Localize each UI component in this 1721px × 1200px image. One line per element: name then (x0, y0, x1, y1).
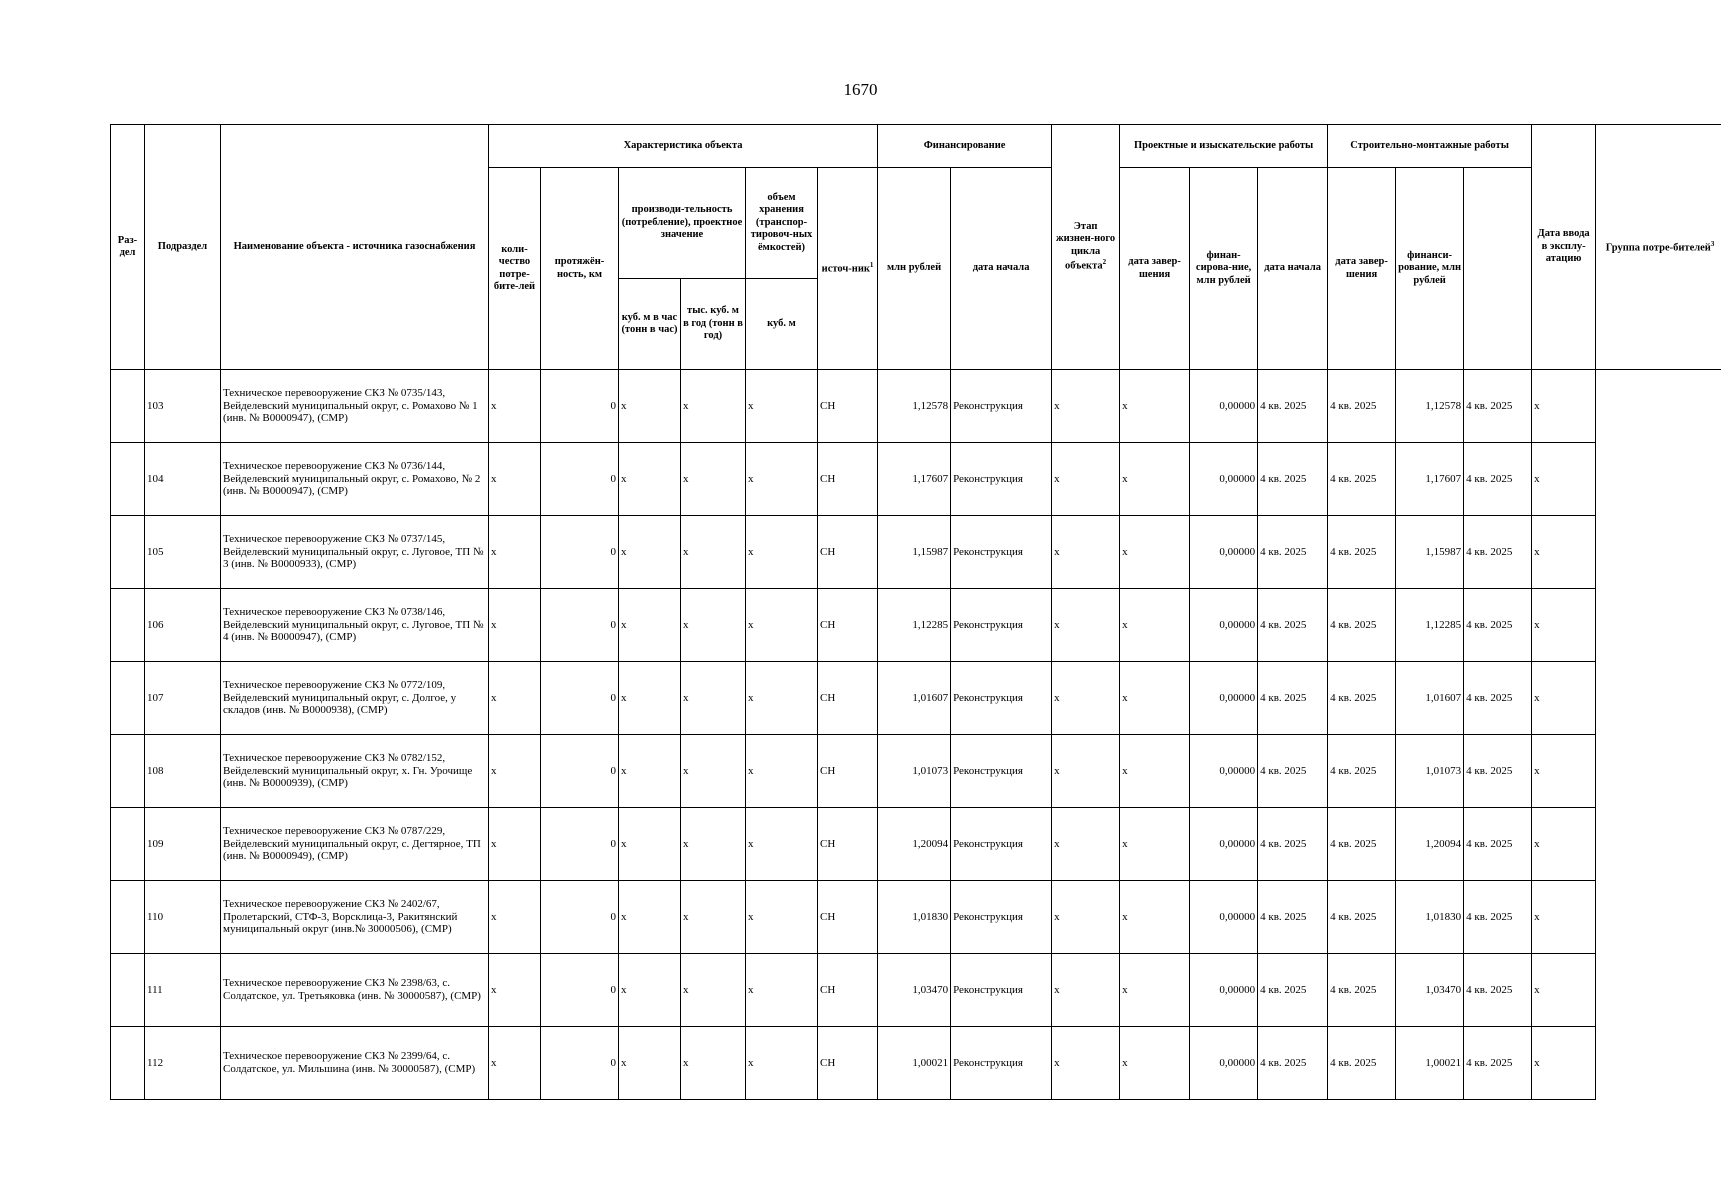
header-productivity: производи-тельность (потребление), проектное значение (619, 168, 746, 279)
construction-start-cell: 4 кв. 2025 (1258, 516, 1328, 589)
source-cell: СН (818, 735, 878, 808)
project-start-cell: х (1052, 443, 1120, 516)
object-name-cell: Техническое перевооружение СКЗ № 0787/229, Вейделевский муниципальный округ, с. Дегтярное, ТП (инв. № В0000949), (СМР) (221, 808, 489, 881)
project-financing-cell: 0,00000 (1190, 881, 1258, 954)
header-razdel: Раз- дел (111, 125, 145, 370)
source-cell: СН (818, 1027, 878, 1100)
header-podrazdel: Подраздел (145, 125, 221, 370)
cub-hour-cell: х (619, 954, 681, 1027)
financing-mln-cell: 1,00021 (878, 1027, 951, 1100)
object-name-cell: Техническое перевооружение СКЗ № 0738/146, Вейделевский муниципальный округ, с. Луговое, ТП № 4 (инв. № В0000947), (СМР) (221, 589, 489, 662)
length-cell: 0 (541, 735, 619, 808)
object-name-cell: Техническое перевооружение СКЗ № 2402/67, Пролетарский, СТФ-3, Ворсклица-3, Ракитянский муниципальный округ (инв.№ 30000506), (СМР) (221, 881, 489, 954)
header-length: протяжён-ность, км (541, 168, 619, 370)
table-row (111, 443, 1721, 516)
length-cell: 0 (541, 443, 619, 516)
table-row (111, 589, 1721, 662)
podrazdel-cell: 104 (145, 443, 221, 516)
length-cell: 0 (541, 516, 619, 589)
header-cub-m-hour: куб. м в час (тонн в час) (619, 279, 681, 370)
podrazdel-cell: 111 (145, 954, 221, 1027)
project-financing-cell: 0,00000 (1190, 808, 1258, 881)
construction-start-cell: 4 кв. 2025 (1258, 881, 1328, 954)
construction-financing-cell: 1,15987 (1396, 516, 1464, 589)
project-financing-cell: 0,00000 (1190, 589, 1258, 662)
header-end-date: дата завер-шения (1120, 168, 1190, 370)
razdel-cell (111, 1027, 145, 1100)
header-cub-m: куб. м (746, 279, 818, 370)
construction-start-cell: 4 кв. 2025 (1258, 808, 1328, 881)
construction-financing-cell: 1,01073 (1396, 735, 1464, 808)
financing-mln-cell: 1,03470 (878, 954, 951, 1027)
financing-mln-cell: 1,01073 (878, 735, 951, 808)
consumer-group-cell: х (1532, 881, 1596, 954)
object-name-cell: Техническое перевооружение СКЗ № 2398/63, с. Солдатское, ул. Третьяковка (инв. № 30000587), (СМР) (221, 954, 489, 1027)
project-end-cell: х (1120, 808, 1190, 881)
header-thousand-cub-m-year: тыс. куб. м в год (тонн в год) (681, 279, 746, 370)
stage-cell: Реконструкция (951, 589, 1052, 662)
stage-cell: Реконструкция (951, 662, 1052, 735)
construction-end-cell: 4 кв. 2025 (1328, 954, 1396, 1027)
storage-cell: х (746, 662, 818, 735)
header-source: источ-ник$^1$ (818, 168, 878, 370)
construction-financing-cell: 1,03470 (1396, 954, 1464, 1027)
construction-financing-cell: 1,01830 (1396, 881, 1464, 954)
header-construction-works: Строительно-монтажные работы (1328, 125, 1532, 168)
construction-start-cell: 4 кв. 2025 (1258, 735, 1328, 808)
cub-hour-cell: х (619, 370, 681, 443)
header-project-financing: финан-сирова-ние, млн рублей (1190, 168, 1258, 370)
project-start-cell: х (1052, 589, 1120, 662)
project-start-cell: х (1052, 370, 1120, 443)
project-end-cell: х (1120, 370, 1190, 443)
cub-hour-cell: х (619, 735, 681, 808)
stage-cell: Реконструкция (951, 1027, 1052, 1100)
source-cell: СН (818, 881, 878, 954)
table-row (111, 735, 1721, 808)
commissioning-cell: 4 кв. 2025 (1464, 370, 1532, 443)
storage-cell: х (746, 443, 818, 516)
consumer-group-cell: х (1532, 735, 1596, 808)
storage-cell: х (746, 808, 818, 881)
project-financing-cell: 0,00000 (1190, 954, 1258, 1027)
cub-hour-cell: х (619, 881, 681, 954)
razdel-cell (111, 443, 145, 516)
construction-start-cell: 4 кв. 2025 (1258, 443, 1328, 516)
financing-mln-cell: 1,17607 (878, 443, 951, 516)
table-row (111, 370, 1721, 443)
consumers-cell: х (489, 662, 541, 735)
length-cell: 0 (541, 808, 619, 881)
header-stage: Этап жизнен-ного цикла объекта$^2$ (1052, 125, 1120, 370)
length-cell: 0 (541, 370, 619, 443)
construction-start-cell: 4 кв. 2025 (1258, 954, 1328, 1027)
commissioning-cell: 4 кв. 2025 (1464, 735, 1532, 808)
stage-cell: Реконструкция (951, 370, 1052, 443)
construction-financing-cell: 1,17607 (1396, 443, 1464, 516)
object-name-cell: Техническое перевооружение СКЗ № 2399/64, с. Солдатское, ул. Мильшина (инв. № 30000587), (СМР) (221, 1027, 489, 1100)
consumers-cell: х (489, 1027, 541, 1100)
table-row (111, 808, 1721, 881)
project-financing-cell: 0,00000 (1190, 1027, 1258, 1100)
commissioning-cell: 4 кв. 2025 (1464, 954, 1532, 1027)
table-row (111, 662, 1721, 735)
project-start-cell: х (1052, 954, 1120, 1027)
financing-mln-cell: 1,20094 (878, 808, 951, 881)
cub-hour-cell: х (619, 662, 681, 735)
cub-year-cell: х (681, 808, 746, 881)
cub-year-cell: х (681, 516, 746, 589)
construction-start-cell: 4 кв. 2025 (1258, 1027, 1328, 1100)
cub-year-cell: х (681, 735, 746, 808)
podrazdel-cell: 107 (145, 662, 221, 735)
consumer-group-cell: х (1532, 808, 1596, 881)
gas-supply-table (110, 124, 1721, 1100)
podrazdel-cell: 106 (145, 589, 221, 662)
consumers-cell: х (489, 589, 541, 662)
construction-financing-cell: 1,12578 (1396, 370, 1464, 443)
project-end-cell: х (1120, 954, 1190, 1027)
table-row (111, 954, 1721, 1027)
object-name-cell: Техническое перевооружение СКЗ № 0737/145, Вейделевский муниципальный округ, с. Луговое, ТП № 3 (инв. № В0000933), (СМР) (221, 516, 489, 589)
cub-year-cell: х (681, 881, 746, 954)
source-cell: СН (818, 589, 878, 662)
project-start-cell: х (1052, 516, 1120, 589)
commissioning-cell: 4 кв. 2025 (1464, 881, 1532, 954)
header-mln-rub: млн рублей (878, 168, 951, 370)
consumers-cell: х (489, 881, 541, 954)
source-cell: СН (818, 370, 878, 443)
project-end-cell: х (1120, 443, 1190, 516)
table-row (111, 881, 1721, 954)
commissioning-cell: 4 кв. 2025 (1464, 516, 1532, 589)
construction-end-cell: 4 кв. 2025 (1328, 735, 1396, 808)
construction-start-cell: 4 кв. 2025 (1258, 589, 1328, 662)
construction-financing-cell: 1,12285 (1396, 589, 1464, 662)
header-project-works: Проектные и изыскательские работы (1120, 125, 1328, 168)
razdel-cell (111, 881, 145, 954)
podrazdel-cell: 105 (145, 516, 221, 589)
object-name-cell: Техническое перевооружение СКЗ № 0782/152, Вейделевский муниципальный округ, х. Гн. Урочище (инв. № В0000939), (СМР) (221, 735, 489, 808)
financing-mln-cell: 1,12578 (878, 370, 951, 443)
consumer-group-cell: х (1532, 370, 1596, 443)
consumer-group-cell: х (1532, 662, 1596, 735)
project-financing-cell: 0,00000 (1190, 662, 1258, 735)
podrazdel-cell: 103 (145, 370, 221, 443)
object-name-cell: Техническое перевооружение СКЗ № 0736/144, Вейделевский муниципальный округ, с. Ромахово, № 2 (инв. № В0000947), (СМР) (221, 443, 489, 516)
consumers-cell: х (489, 516, 541, 589)
header-start-date: дата начала (951, 168, 1052, 370)
length-cell: 0 (541, 589, 619, 662)
stage-cell: Реконструкция (951, 954, 1052, 1027)
project-start-cell: х (1052, 735, 1120, 808)
project-end-cell: х (1120, 881, 1190, 954)
stage-cell: Реконструкция (951, 443, 1052, 516)
object-name-cell: Техническое перевооружение СКЗ № 0772/109, Вейделевский муниципальный округ, с. Долгое, у складов (инв. № В0000938), (СМР) (221, 662, 489, 735)
consumer-group-cell: х (1532, 954, 1596, 1027)
razdel-cell (111, 370, 145, 443)
stage-cell: Реконструкция (951, 881, 1052, 954)
header-financing: Финансирование (878, 125, 1052, 168)
length-cell: 0 (541, 881, 619, 954)
podrazdel-cell: 109 (145, 808, 221, 881)
project-end-cell: х (1120, 735, 1190, 808)
consumers-cell: х (489, 370, 541, 443)
financing-mln-cell: 1,01607 (878, 662, 951, 735)
project-end-cell: х (1120, 662, 1190, 735)
cub-year-cell: х (681, 589, 746, 662)
construction-financing-cell: 1,20094 (1396, 808, 1464, 881)
commissioning-cell: 4 кв. 2025 (1464, 589, 1532, 662)
storage-cell: х (746, 881, 818, 954)
razdel-cell (111, 735, 145, 808)
cub-hour-cell: х (619, 1027, 681, 1100)
razdel-cell (111, 516, 145, 589)
object-name-cell: Техническое перевооружение СКЗ № 0735/143, Вейделевский муниципальный округ, с. Ромахово № 1 (инв. № В0000947), (СМР) (221, 370, 489, 443)
header-cm-financing: финанси-рование, млн рублей (1396, 168, 1464, 370)
source-cell: СН (818, 443, 878, 516)
construction-end-cell: 4 кв. 2025 (1328, 443, 1396, 516)
table-row (111, 516, 1721, 589)
construction-end-cell: 4 кв. 2025 (1328, 662, 1396, 735)
cub-year-cell: х (681, 443, 746, 516)
storage-cell: х (746, 954, 818, 1027)
cub-year-cell: х (681, 1027, 746, 1100)
construction-end-cell: 4 кв. 2025 (1328, 881, 1396, 954)
stage-cell: Реконструкция (951, 516, 1052, 589)
length-cell: 0 (541, 954, 619, 1027)
project-financing-cell: 0,00000 (1190, 370, 1258, 443)
storage-cell: х (746, 735, 818, 808)
project-financing-cell: 0,00000 (1190, 516, 1258, 589)
header-cm-end-date: дата завер-шения (1328, 168, 1396, 370)
length-cell: 0 (541, 662, 619, 735)
header-storage-volume: объем хранения (транспор-тировоч-ных ёмкостей) (746, 168, 818, 279)
cub-hour-cell: х (619, 589, 681, 662)
consumers-cell: х (489, 808, 541, 881)
project-start-cell: х (1052, 662, 1120, 735)
consumers-cell: х (489, 954, 541, 1027)
project-end-cell: х (1120, 1027, 1190, 1100)
construction-start-cell: 4 кв. 2025 (1258, 662, 1328, 735)
project-start-cell: х (1052, 808, 1120, 881)
storage-cell: х (746, 516, 818, 589)
cub-year-cell: х (681, 954, 746, 1027)
header-commissioning-date: Дата ввода в эксплу-атацию (1532, 125, 1596, 370)
podrazdel-cell: 112 (145, 1027, 221, 1100)
cub-year-cell: х (681, 662, 746, 735)
razdel-cell (111, 808, 145, 881)
storage-cell: х (746, 589, 818, 662)
financing-mln-cell: 1,12285 (878, 589, 951, 662)
construction-end-cell: 4 кв. 2025 (1328, 808, 1396, 881)
construction-end-cell: 4 кв. 2025 (1328, 370, 1396, 443)
cub-hour-cell: х (619, 808, 681, 881)
header-consumers-count: коли-чество потре-бите-лей (489, 168, 541, 370)
project-financing-cell: 0,00000 (1190, 443, 1258, 516)
podrazdel-cell: 110 (145, 881, 221, 954)
construction-end-cell: 4 кв. 2025 (1328, 1027, 1396, 1100)
length-cell: 0 (541, 1027, 619, 1100)
commissioning-cell: 4 кв. 2025 (1464, 1027, 1532, 1100)
table-row (111, 1027, 1721, 1100)
page-number: 1670 (843, 80, 878, 99)
project-end-cell: х (1120, 589, 1190, 662)
source-cell: СН (818, 662, 878, 735)
construction-financing-cell: 1,00021 (1396, 1027, 1464, 1100)
cub-hour-cell: х (619, 516, 681, 589)
cub-hour-cell: х (619, 443, 681, 516)
storage-cell: х (746, 370, 818, 443)
razdel-cell (111, 589, 145, 662)
storage-cell: х (746, 1027, 818, 1100)
source-cell: СН (818, 808, 878, 881)
source-cell: СН (818, 516, 878, 589)
project-start-cell: х (1052, 1027, 1120, 1100)
consumer-group-cell: х (1532, 589, 1596, 662)
stage-cell: Реконструкция (951, 808, 1052, 881)
financing-mln-cell: 1,15987 (878, 516, 951, 589)
financing-mln-cell: 1,01830 (878, 881, 951, 954)
cub-year-cell: х (681, 370, 746, 443)
stage-cell: Реконструкция (951, 735, 1052, 808)
construction-end-cell: 4 кв. 2025 (1328, 589, 1396, 662)
consumers-cell: х (489, 443, 541, 516)
project-end-cell: х (1120, 516, 1190, 589)
header-cm-start-date: дата начала (1258, 168, 1328, 370)
consumer-group-cell: х (1532, 516, 1596, 589)
consumers-cell: х (489, 735, 541, 808)
razdel-cell (111, 954, 145, 1027)
project-start-cell: х (1052, 881, 1120, 954)
header-consumer-group: Группа потре-бителей$^3$ (1596, 125, 1721, 370)
commissioning-cell: 4 кв. 2025 (1464, 443, 1532, 516)
consumer-group-cell: х (1532, 443, 1596, 516)
source-cell: СН (818, 954, 878, 1027)
consumer-group-cell: х (1532, 1027, 1596, 1100)
construction-end-cell: 4 кв. 2025 (1328, 516, 1396, 589)
construction-start-cell: 4 кв. 2025 (1258, 370, 1328, 443)
construction-financing-cell: 1,01607 (1396, 662, 1464, 735)
podrazdel-cell: 108 (145, 735, 221, 808)
razdel-cell (111, 662, 145, 735)
header-characteristics: Характеристика объекта (489, 125, 878, 168)
commissioning-cell: 4 кв. 2025 (1464, 808, 1532, 881)
project-financing-cell: 0,00000 (1190, 735, 1258, 808)
header-name: Наименование объекта - источника газоснабжения (221, 125, 489, 370)
commissioning-cell: 4 кв. 2025 (1464, 662, 1532, 735)
